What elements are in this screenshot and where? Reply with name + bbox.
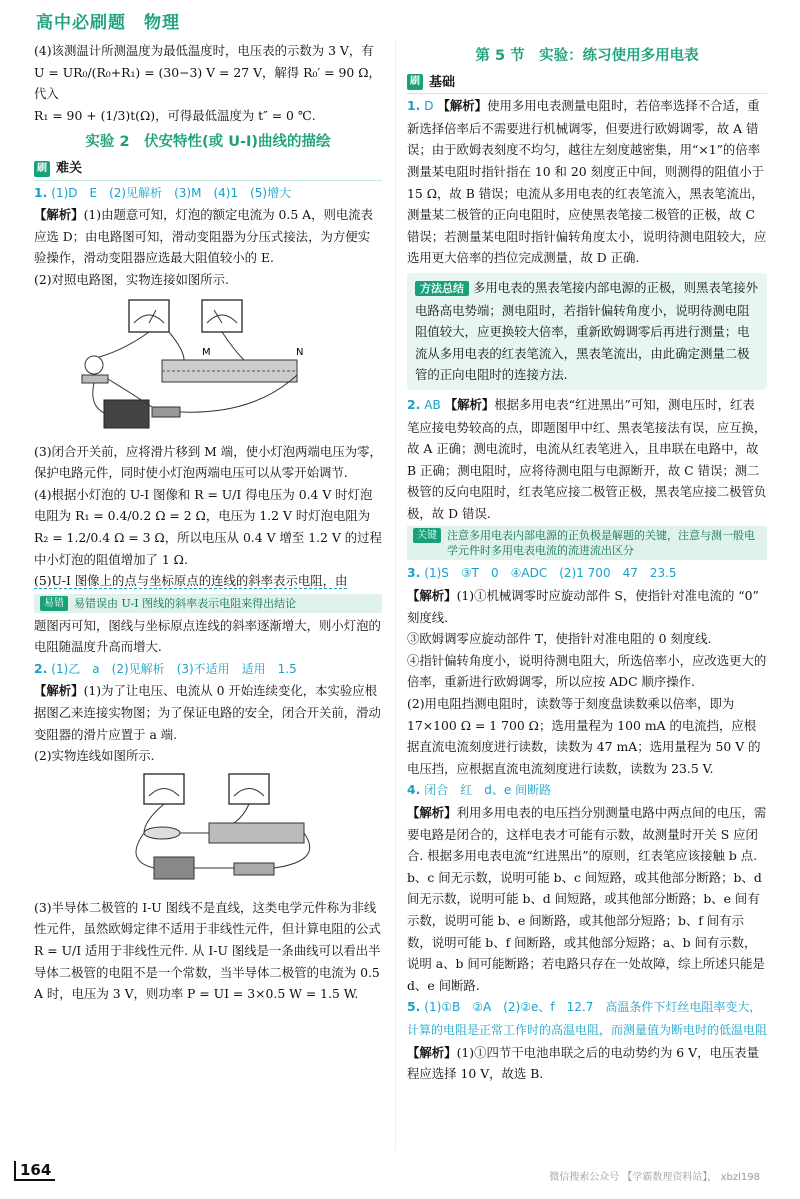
page-number: 164: [14, 1161, 55, 1181]
q2-analysis-1-text: (1)为了让电压、电流从 0 开始连续变化，本实验应根据图乙来连接实物图；为了保证电路的安全，闭合开关前，滑动变阻器的滑片应置于 a 端.: [34, 683, 381, 742]
analysis-label: 【解析】: [34, 683, 84, 699]
left-column: [34, 40, 382, 1005]
r-question-1-number: 1.: [407, 98, 421, 114]
analysis-label: 【解析】: [407, 805, 457, 820]
analysis-label: 【解析】: [34, 207, 84, 223]
experiment-title: 实验 2 伏安特性(或 U-I)曲线的描绘: [85, 134, 331, 151]
q1-analysis-1-text: (1)由题意可知，灯泡的额定电流为 0.5 A，则电流表应选 D；由电路图可知，滑动变阻器为分压式接法，为方便实验操作，滑动变阻器应选最大阻值较小的 E.: [34, 207, 374, 266]
q1-analysis-6: 题图丙可知，图线与坐标原点连线的斜率逐渐增大，则小灯泡的电阻随温度升高而增大.: [34, 617, 381, 655]
circuit-figure-2: [34, 771, 334, 891]
column-divider: [395, 40, 396, 1150]
right-column: [407, 46, 767, 1085]
tag-basic-label: 基础: [429, 74, 456, 90]
question-1-answer-text: (1)D E (2)见解析 (3)M (4)1 (5)增大: [51, 185, 292, 200]
header-title: 高中必刷题 物理: [36, 13, 180, 33]
q2-analysis-2: (2)实物连线如图所示.: [34, 748, 155, 764]
circuit-figure-1: [34, 295, 334, 435]
continuation-2: R₁ = 90 + (1/3)t(Ω)，可得最低温度为 t″ = 0 ℃.: [34, 107, 316, 123]
question-2-answer-text: (1)乙 a (2)见解析 (3)不适用 适用 1.5: [51, 661, 297, 676]
r-question-3-number: 3.: [407, 565, 421, 581]
r-q1-analysis: 使用多用电表测量电阻时，若倍率选择不合适，重新选择倍率后不需要进行机械调零，但要进行欧姆调零，故 A 错误；由于欧姆表刻度不均匀，越往左刻度越密集，用“×1”的倍率测量某电阻时指针指在 10 和 20 刻度正中间，则测得的阻值小于 15 Ω，故 B 错误；电流从多用电表的红表笔流入，黑表笔流出，测量某二极管的正向电阻时，应使黑表笔接二极管的正极，故 C 错误；若测量某电阻时指针偏转角度太小，说明待测电阻较大，应选用更大倍率的挡位完成测量，故 D 正确.: [407, 98, 767, 266]
r-q3-analysis-2: ③欧姆调零应旋动部件 T，使指针对准电阻的 0 刻度线.: [407, 631, 712, 647]
method-summary-text: 多用电表的黑表笔接内部电源的正极，则黑表笔接外电路高电势端；测电阻时，若指针偏转角度小，说明待测电阻阻值较大，应更换较大倍率，重新欧姆调零后再进行测量；电流从多用电表的红表笔流入，黑表笔流出，由此确定测量二极管的正向电阻时的连接方法.: [415, 279, 758, 383]
method-summary-box: [407, 273, 767, 390]
analysis-label: 【解析】: [407, 1044, 457, 1060]
r-q3-analysis-4: (2)用电阻挡测电阻时，读数等于刻度盘读数乘以倍率，即为 17×100 Ω = 1 700 Ω；选用量程为 100 mA 的电流挡，应根据直流电流刻度进行读数，读数为 47 mA；选用量程为 50 V 的电压挡，应根据直流电流刻度进行读数，读数为 23.5 V.: [407, 696, 761, 776]
section-title: 第 5 节 实验：练习使用多用电表: [475, 48, 699, 64]
q2-analysis-3: (3)半导体二极管的 I-U 图线不是直线，这类电学元件称为非线性元件，虽然欧姆定律不适用于非线性元件，但计算电阻的公式 R = U/I 适用于非线性元件. 从 I-U 图线是一条曲线可以看出半导体二极管的电阻不是一个常数，当半导体二极管的电流为 0.5 A 时，电压为 3 V，则功率 P = UI = 3×0.5 W = 1.5 W.: [34, 899, 381, 1002]
question-2-answer: [34, 658, 382, 681]
r-question-2-number: 2.: [407, 396, 421, 412]
r-q5-analysis-text: (1)①四节干电池串联之后的电动势约为 6 V，电压表量程应选择 10 V，故选 B.: [407, 1044, 760, 1082]
q1-analysis-5: [34, 570, 382, 592]
brush-icon: 刷: [407, 74, 423, 90]
method-summary-tag: 方法总结: [415, 281, 469, 296]
r-question-2-answer: AB: [424, 397, 441, 412]
svg-text:N: N: [296, 346, 304, 358]
r-question-5: [407, 996, 767, 1041]
tag-hard: [34, 158, 382, 180]
question-1-number: 1.: [34, 184, 48, 200]
r-question-5-number: 5.: [407, 999, 421, 1015]
r-q3-analysis-3: ④指针偏转角度小，说明待测电阻大，所选倍率小，应改选更大的倍率，重新进行欧姆调零，所以应按 ADC 顺序操作.: [407, 652, 767, 690]
r-question-5-answer: (1)①B ②A (2)②e、f 12.7 高温条件下灯丝电阻率变大，计算的电阻是正常工作时的高温电阻，而测量值为断电时的低温电阻: [407, 1000, 768, 1037]
q1-analysis-1: [34, 204, 382, 269]
question-1-answer: [34, 182, 382, 205]
r-question-4-answer: 闭合 红 d、e 间断路: [424, 783, 552, 798]
q1-analysis-2: (2)对照电路图，实物连接如图所示.: [34, 271, 229, 287]
q1-analysis-5-text: (5)U-I 图像上的点与坐标原点的连线的斜率表示电阻，由: [34, 573, 348, 589]
r-question-1: [407, 95, 767, 269]
question-2-number: 2.: [34, 660, 48, 676]
q1-note-text: 易错误由 U-I 图线的斜率表示电阻来得出结论: [74, 596, 297, 610]
r-q2-analysis: 根据多用电表“红进黑出”可知，测电压时，红表笔应接电势较高的点，即题图甲中红、黑表笔接法有误，应互换，故 A 正确；测电流时，电流从红表笔进入，且串联在电路中，故 B 正确；测电阻时，应将待测电阻与电源断开，故 C 错误；测二极管的反向电阻时，红表笔应接二极管正极，黑表笔应接二极管负极，故 D 错误.: [407, 396, 767, 521]
r-q2-note-tag: 关键: [413, 528, 441, 543]
r-q4-analysis-text: 利用多用电表的电压挡分别测量电路中两点间的电压，需要电路是闭合的，这样电表才可能有示数，故测量时开关 S 应闭合. 根据多用电表电流“红进黑出”的原则，红表笔应该接触 b 点. b、c 间无示数，说明可能 b、c 间短路，或其他部分断路；b、d 间无示数，说明可能 b、d 间短路，或其他部分断路；b、e 间有示数，说明可能 b、e 间断路，或其他部分短路；b、f 间有示数，说明可能 b、f 间断路，或其他部分短路；a、b 间有示数，说明 a、b 间可能断路；若电路只存在一处故障，综上所述只能是 d、e 间断路.: [407, 805, 767, 993]
svg-text:M: M: [202, 346, 211, 358]
tag-hard-label: 难关: [56, 160, 83, 176]
footer-watermark: 微信搜索公众号 【学霸数理资料站】， xbzl198: [549, 1172, 760, 1183]
q1-note-tag: 易错: [40, 596, 68, 611]
r-question-3: [407, 562, 767, 585]
r-q2-key-note: [407, 526, 767, 560]
r-q3-analysis-1: [407, 585, 767, 628]
r-question-2: [407, 394, 767, 525]
brush-icon: 刷: [34, 161, 50, 177]
r-question-4-number: 4.: [407, 782, 421, 798]
r-q2-note-text: 注意多用电表内部电源的正负极是解题的关键，注意与测一般电学元件时多用电表电流的流进流出区分: [447, 529, 755, 558]
q1-analysis-3: (3)闭合开关前，应将滑片移到 M 端，使小灯泡两端电压为零，保护电路元件，同时使小灯泡两端电压可以从零开始调节.: [34, 443, 382, 481]
r-q5-analysis: [407, 1042, 767, 1085]
r-question-3-answer: (1)S ③T 0 ④ADC (2)1 700 47 23.5: [424, 566, 677, 581]
q2-analysis-1: [34, 680, 382, 745]
r-question-1-answer: D: [424, 99, 434, 114]
continuation-1: (4)该测温计所测温度为最低温度时，电压表的示数为 3 V，有 U = UR₀/(R₀+R₁) = (30−3) V = 27 V，解得 R₀′ = 90 Ω，代入: [34, 43, 381, 102]
analysis-label: 【解析】: [407, 588, 457, 604]
q1-mistake-note: [34, 594, 382, 613]
analysis-label: 【解析】: [444, 396, 495, 412]
r-q4-analysis: [407, 802, 767, 996]
r-question-4: [407, 779, 767, 802]
r-q3-analysis-1-text: (1)①机械调零时应旋动部件 S，使指针对准电流的 “0” 刻度线.: [407, 588, 759, 625]
q1-analysis-4: (4)根据小灯泡的 U-I 图像和 R = U/I 得电压为 0.4 V 时灯泡电阻为 R₁ = 0.4/0.2 Ω = 2 Ω，电压为 1.2 V 时灯泡电阻为 R₂ = 1.2/0.4 Ω = 3 Ω，所以电压从 0.4 V 增至 1.2 V 的过程中小灯泡的阻值增加了 1 Ω.: [34, 486, 382, 567]
tag-basic: [407, 72, 767, 94]
analysis-label: 【解析】: [437, 98, 488, 114]
